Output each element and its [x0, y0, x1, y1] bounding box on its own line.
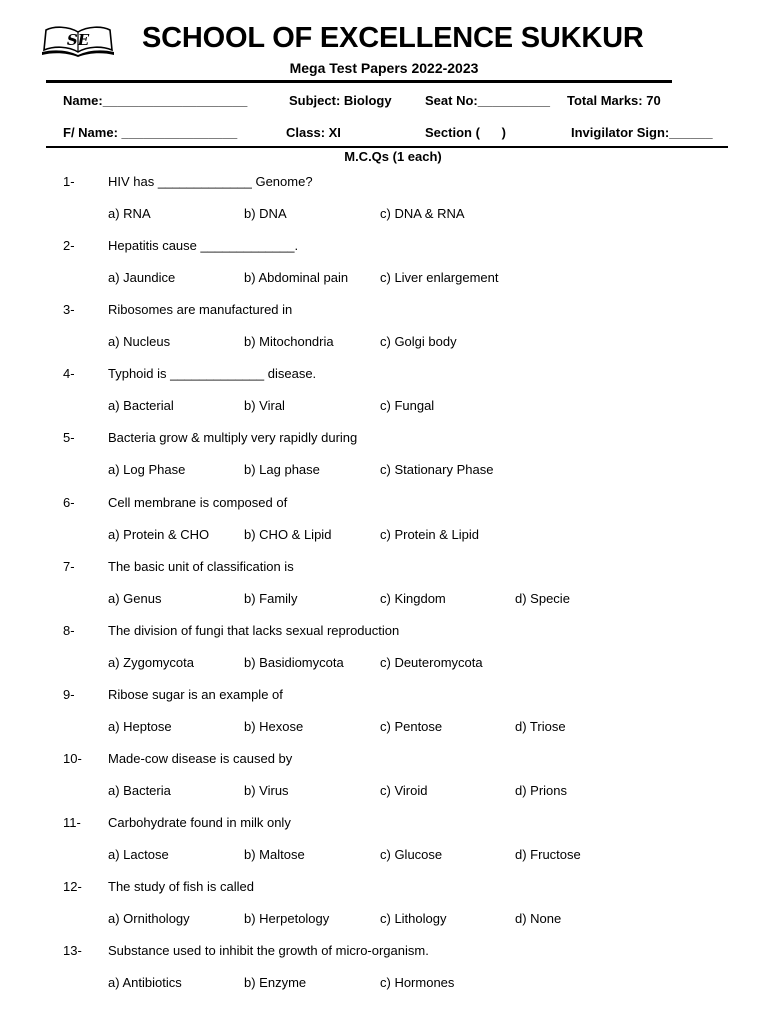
answer-option: d) Specie — [515, 590, 570, 606]
question-text: Typhoid is _____________ disease. — [108, 366, 317, 382]
question-number: 3- — [63, 302, 75, 318]
question-text: Cell membrane is composed of — [108, 494, 288, 510]
answer-option: b) Mitochondria — [244, 334, 334, 350]
answer-option: b) Viral — [244, 398, 285, 414]
answer-option: b) Virus — [244, 782, 289, 798]
answer-option: b) DNA — [244, 206, 287, 221]
question-number: 5- — [63, 430, 75, 446]
answer-option: d) Fructose — [515, 847, 581, 862]
answer-option: b) Lag phase — [244, 462, 320, 478]
question-number: 6- — [63, 494, 75, 510]
question-text: Made-cow disease is caused by — [108, 750, 293, 766]
question-number: 4- — [63, 366, 75, 382]
question-number: 13- — [63, 943, 82, 959]
seat-no-field: Seat No:__________ — [425, 93, 551, 108]
answer-option: c) Viroid — [380, 782, 428, 798]
subject-field: Subject: Biology — [289, 93, 392, 108]
father-name-field: F/ Name: ________________ — [63, 125, 238, 140]
answer-option: a) RNA — [108, 206, 151, 221]
logo-monogram: SE — [66, 31, 90, 49]
question-text: Hepatitis cause _____________. — [108, 238, 299, 254]
answer-option: c) Lithology — [380, 911, 447, 927]
answer-option: a) Nucleus — [108, 334, 171, 350]
answer-option: a) Heptose — [108, 718, 172, 734]
invigilator-sign-field: Invigilator Sign:______ — [571, 125, 713, 140]
answer-option: a) Protein & CHO — [108, 526, 210, 542]
question-text: Carbohydrate found in milk only — [108, 815, 291, 830]
answer-option: c) Deuteromycota — [380, 654, 483, 670]
question-text: Bacteria grow & multiply very rapidly during — [108, 430, 358, 446]
question-text: HIV has _____________ Genome? — [108, 174, 313, 189]
answer-option: c) Pentose — [380, 718, 443, 734]
answer-option: b) CHO & Lipid — [244, 526, 332, 542]
school-name: SCHOOL OF EXCELLENCE SUKKUR — [142, 22, 644, 54]
answer-option: b) Maltose — [244, 847, 305, 862]
answer-option: a) Genus — [108, 590, 162, 606]
answer-option: a) Bacteria — [108, 782, 171, 798]
section-field: Section ( ) — [425, 125, 506, 140]
answer-option: b) Family — [244, 590, 298, 606]
answer-option: d) Prions — [515, 782, 568, 798]
paper-subtitle: Mega Test Papers 2022-2023 — [289, 60, 479, 76]
answer-option: a) Log Phase — [108, 462, 186, 478]
question-number: 1- — [63, 174, 75, 189]
answer-option: b) Hexose — [244, 718, 304, 734]
question-text: Ribose sugar is an example of — [108, 686, 283, 702]
answer-option: c) Kingdom — [380, 590, 446, 606]
question-number: 12- — [63, 879, 82, 895]
name-field: Name:____________________ — [63, 93, 248, 108]
answer-option: b) Abdominal pain — [244, 270, 349, 286]
answer-option: a) Zygomycota — [108, 654, 194, 670]
class-field: Class: XI — [286, 125, 341, 140]
question-number: 7- — [63, 558, 75, 574]
answer-option: c) DNA & RNA — [380, 206, 465, 221]
answer-option: c) Protein & Lipid — [380, 526, 479, 542]
answer-option: b) Herpetology — [244, 911, 330, 927]
answer-option: a) Jaundice — [108, 270, 176, 286]
answer-option: c) Stationary Phase — [380, 462, 494, 478]
answer-option: a) Lactose — [108, 847, 169, 862]
answer-option: c) Hormones — [380, 975, 455, 991]
answer-option: d) None — [515, 911, 562, 927]
question-text: Ribosomes are manufactured in — [108, 302, 293, 318]
question-number: 2- — [63, 238, 75, 254]
answer-option: a) Antibiotics — [108, 975, 182, 991]
answer-option: d) Triose — [515, 718, 566, 734]
question-text: The study of fish is called — [108, 879, 254, 895]
question-text: The division of fungi that lacks sexual reproduction — [108, 622, 400, 638]
answer-option: c) Fungal — [380, 398, 435, 414]
question-number: 10- — [63, 750, 82, 766]
answer-option: a) Ornithology — [108, 911, 190, 927]
section-title: M.C.Qs (1 each) — [344, 149, 442, 164]
answer-option: b) Enzyme — [244, 975, 307, 991]
question-number: 8- — [63, 622, 75, 638]
answer-option: b) Basidiomycota — [244, 654, 344, 670]
question-text: Substance used to inhibit the growth of micro-organism. — [108, 943, 429, 959]
total-marks-field: Total Marks: 70 — [567, 93, 661, 108]
answer-option: c) Liver enlargement — [380, 270, 499, 286]
answer-option: c) Golgi body — [380, 334, 457, 350]
answer-option: a) Bacterial — [108, 398, 174, 414]
answer-option: c) Glucose — [380, 847, 443, 862]
question-number: 11- — [63, 815, 81, 830]
question-number: 9- — [63, 686, 75, 702]
question-text: The basic unit of classification is — [108, 558, 294, 574]
